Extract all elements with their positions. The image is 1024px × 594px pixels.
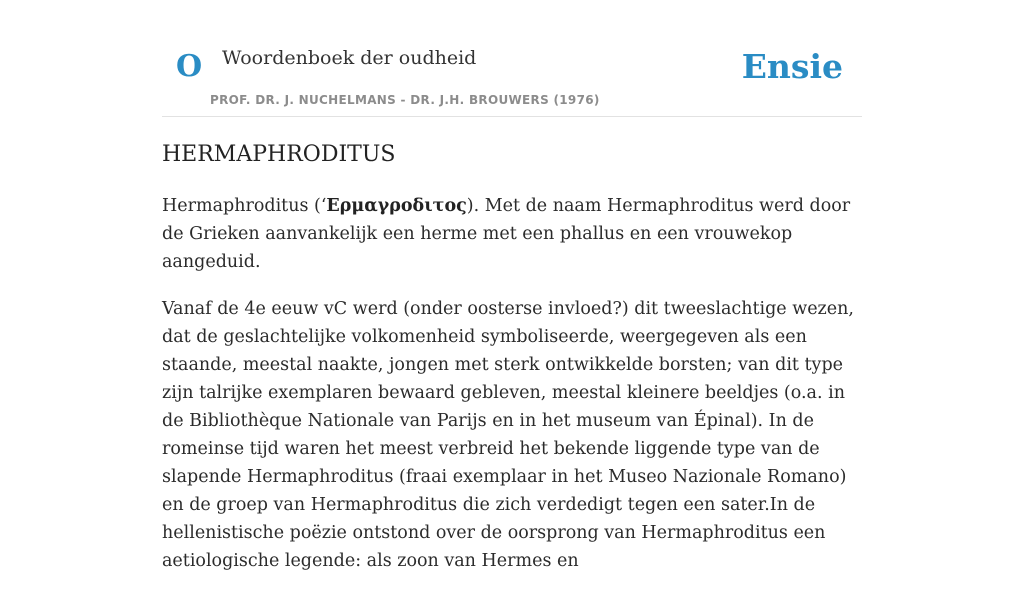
entry-title: HERMAPHRODITUS — [162, 142, 396, 167]
book-title-link[interactable]: Woordenboek der oudheid — [222, 47, 477, 69]
paragraph-1 — [162, 192, 862, 276]
page — [162, 0, 862, 571]
ensie-logo-link[interactable]: Ensie — [741, 47, 843, 86]
paragraph-1-start: Hermaphroditus (ʻ — [162, 196, 327, 216]
paragraph-2: Vanaf de 4e eeuw vC werd (onder oosterse invloed?) dit tweeslachtige wezen, dat de geslachtelijke volkomenheid symboliseerde, weergegeven als een staande, meestal naakte, jongen met sterk ontwikkelde borsten; van dit type zijn talrijke exemplaren bewaard gebleven, meestal kleinere beeldjes (o.a. in de Bibliothèque Nationale van Parijs en in het museum van Épinal). In de romeinse tijd waren het meest verbreid het bekende liggende type van de slapende Hermaphroditus (fraai exemplaar in het Museo Nazionale Romano) en de groep van Hermaphroditus die zich verdedigt tegen een sater.In de hellenistische poëzie ontstond over de oorsprong van Hermaphroditus een aetiologische legende: als zoon van Hermes en — [162, 299, 854, 571]
letter-index-link[interactable]: O — [176, 49, 203, 84]
entry-content — [162, 192, 862, 594]
book-authors: PROF. DR. J. NUCHELMANS - DR. J.H. BROUWERS (1976) — [210, 93, 600, 107]
paragraph-1-rest: ). Met de naam Hermaphroditus werd door de Grieken aanvankelijk een herme met een phallus en een vrouwekop aangeduid. — [162, 196, 851, 272]
header — [162, 0, 862, 117]
greek-name: Ερμαγροδιτος — [326, 196, 467, 216]
